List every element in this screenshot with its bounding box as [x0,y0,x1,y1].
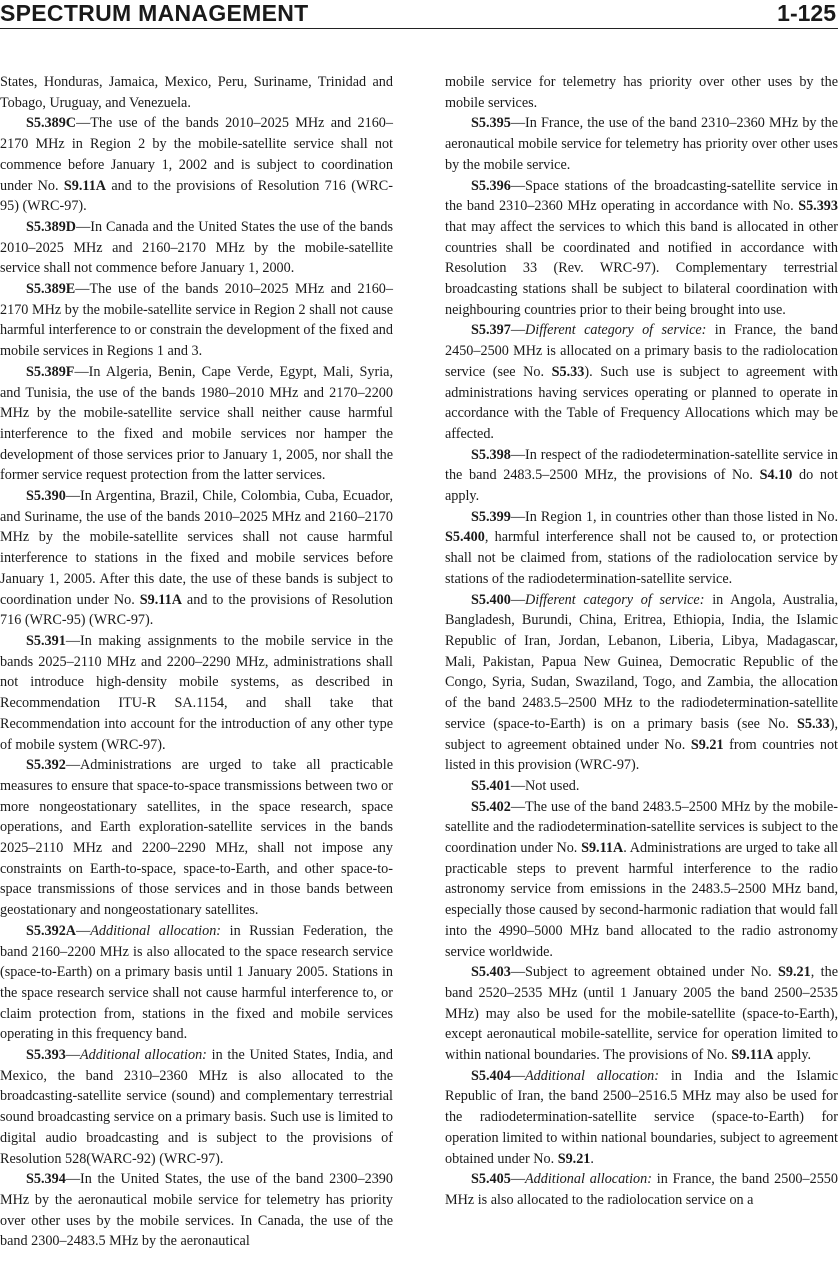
paragraph-text: in France, the band 2450–2500 MHz is allocated on a primary basis to the radiolocation service (see No. [445,322,838,380]
paragraph-text: — [65,1047,80,1064]
provision-id: S5.403 [471,964,511,981]
paragraph-text: in France, the band 2500–2550 MHz is also allocated to the radiolocation service on a [445,1171,838,1208]
allocation-category: Additional allocation: [80,1047,207,1064]
paragraph-s5-399 [445,507,838,590]
left-column [0,72,393,1252]
paragraph-text: — [510,1067,525,1084]
cross-reference: S9.21 [778,964,811,981]
provision-id: S5.401 [471,777,511,794]
provision-id: S5.389E [26,281,76,298]
paragraph-text: in India and the Islamic Republic of Iran, the band 2500–2516.5 MHz may also be used for the radiodetermination-satellite service (space-to-Earth) for operation limited to within national boundaries, subject to agreement obtained under No. [445,1067,838,1167]
paragraph-text: mobile service for telemetry has priority over other uses by the mobile services. [445,74,838,111]
provision-id: S5.399 [471,508,511,525]
paragraph-s5-392a [0,921,393,1045]
cross-reference: S9.21 [690,736,724,753]
paragraph-text: that may affect the services to which this band is allocated in other countries shall be coordinated and notified in accordance with Resolution 33 (Rev. WRC-97). Complementary terrestrial broadcasting stations shall be subject to bilateral coordination with neighbouring countries prior to their being brought into use. [445,218,838,318]
paragraph-text: —Space stations of the broadcasting-satellite service in the band 2310–2360 MHz operating in accordance with No. [445,177,838,215]
provision-id: S5.392 [26,757,66,774]
paragraph-text: —In respect of the radiodetermination-satellite service in the band 2483.5–2500 MHz, the provisions of No. [445,446,838,484]
paragraph-s5-405 [445,1169,838,1210]
paragraph-s5-393 [0,1045,393,1169]
paragraph-s5-400 [445,590,838,776]
allocation-category: Different category of service: [525,322,707,339]
paragraph-text: —Not used. [510,777,580,794]
cross-reference: S5.393 [798,198,838,215]
allocation-category: Different category of service: [525,591,705,608]
paragraph-text: —In Argentina, Brazil, Chile, Colombia, Cuba, Ecuador, and Suriname, the use of the bands 2010–2025 MHz and 2160–2170 MHz by the mobile-satellite services shall not cause harmful interference to stations in the fixed and mobile services before January 1, 2005. After this date, the use of these bands is subject to coordination under No. [0,488,393,608]
paragraph-s5-397 [445,320,838,444]
provision-id: S5.400 [471,591,511,608]
paragraph-s5-403 [445,962,838,1066]
paragraph-text: —In France, the use of the band 2310–2360 MHz by the aeronautical mobile service for telemetry has priority over other uses by the mobile service. [445,115,838,173]
paragraph-s5-391 [0,631,393,755]
paragraph-text: — [510,591,525,608]
paragraph-text: and to the provisions of Resolution 716 (WRC-95) (WRC-97). [0,177,393,215]
paragraph-text: States, Honduras, Jamaica, Mexico, Peru, Suriname, Trinidad and Tobago, Uruguay, and Venezuela. [0,74,393,111]
paragraph-text: — [76,922,91,939]
paragraph-text: —In making assignments to the mobile service in the bands 2025–2110 MHz and 2200–2290 MHz, administrations shall not introduce high-density mobile systems, as described in Recommendation ITU-R SA.1154, and shall take that Recommendation into account for the introduction of any other type of mobile system (WRC-97). [0,632,393,753]
paragraph-text: . Administrations are urged to take all practicable steps to prevent harmful interference to the radio astronomy service from emissions in the 2483.5–2500 MHz band, especially those caused by second-harmonic radiation that would fall into the 4990–5000 MHz band allocated to the radio astronomy service worldwide. [445,840,838,960]
provision-id: S5.404 [471,1067,511,1084]
cross-reference: S9.11A [63,177,107,194]
paragraph-text: , harmful interference shall not be caused to, or protection shall not be claimed from, stations of the radiolocation service by stations of the radiodetermination-satellite service. [445,529,838,587]
paragraph-text: apply. [773,1047,812,1064]
paragraph-text: . [590,1150,594,1167]
paragraph-text: in the United States, India, and Mexico, the band 2310–2360 MHz is also allocated to the broadcasting-satellite service (sound) and complementary terrestrial sound broadcasting service on a primary basis. Such use is limited to digital audio broadcasting and is subject to the provisions of Resolution 528(WARC-92) (WRC-97). [0,1047,393,1167]
paragraph-s5-389e [0,279,393,362]
cross-reference: S5.33 [551,363,585,380]
provision-id: S5.395 [471,115,511,132]
paragraph-s5-389c [0,113,393,217]
provision-id: S5.397 [471,322,511,339]
cross-reference: S9.21 [557,1150,591,1167]
allocation-category: Additional allocation: [525,1067,660,1084]
paragraph-text: —In Algeria, Benin, Cape Verde, Egypt, Mali, Syria, and Tunisia, the use of the bands 1980–2010 MHz and 2170–2200 MHz by the mobile-satellite service shall neither cause harmful interference to the fixed and mobile services nor hamper the development of those services prior to January 1, 2005, nor shall the former service request protection from the latter services. [0,363,393,484]
paragraph-text: —Subject to agreement obtained under No. [510,964,779,981]
section-title: SPECTRUM MANAGEMENT [0,0,309,26]
cross-reference: S4.10 [759,467,793,484]
paragraph-text: —Administrations are urged to take all practicable measures to ensure that space-to-space transmissions between two or more nongeostationary satellites, in the space research, space operations, and Earth exploration-satellite services in the bands 2025–2110 MHz and 2200–2290 MHz, shall not impose any constraints on Earth-to-space, space-to-Earth, and other space-to-space transmissions of those services and in those bands between geostationary and nongeostationary satellites. [0,757,393,919]
paragraph-text: —In Region 1, in countries other than those listed in No. [510,508,838,525]
cross-reference: S9.11A [581,840,624,857]
paragraph-s5-398 [445,445,838,507]
provision-id: S5.405 [471,1171,511,1188]
paragraph-text: from countries not listed in this provision (WRC-97). [445,736,838,774]
right-column [445,72,838,1211]
paragraph-text: ), subject to agreement obtained under No. [445,715,838,753]
page-number: 1-125 [777,0,836,26]
provision-id: S5.390 [26,488,66,505]
provision-id: S5.402 [471,798,511,815]
provision-id: S5.396 [471,177,511,194]
allocation-category: Additional allocation: [525,1171,652,1188]
paragraph-s5-404 [445,1066,838,1170]
paragraph-text: do not apply. [445,467,838,505]
provision-id: S5.393 [26,1047,66,1064]
paragraph-s5-394 [0,1169,393,1252]
provision-id: S5.398 [471,446,511,463]
paragraph-s5-401 [445,776,838,797]
paragraph-text: — [510,1171,525,1188]
cross-reference: S9.11A [731,1047,774,1064]
allocation-category: Additional allocation: [90,922,222,939]
paragraph-s5-390 [0,486,393,631]
provision-id: S5.391 [26,632,66,649]
provision-id: S5.389F [26,363,75,380]
paragraph-text: , the band 2520–2535 MHz (until 1 January 2005 the band 2500–2535 MHz) may also be used for the mobile-satellite (space-to-Earth), except aeronautical mobile-satellite, service for operation limited to within national boundaries. The provisions of No. [445,964,838,1064]
cross-reference: S9.11A [139,591,182,608]
paragraph-s5-389f [0,362,393,486]
paragraph-text: —The use of the bands 2010–2025 MHz and 2160–2170 MHz in Region 2 by the mobile-satellite service shall not commence before January 1, 2002 and is subject to coordination under No. [0,115,393,194]
paragraph-text: —The use of the bands 2010–2025 MHz and 2160–2170 MHz by the mobile-satellite service in Region 2 shall not cause harmful interference to or constrain the development of the fixed and mobile services in Regions 1 and 3. [0,281,393,360]
running-header [0,0,838,29]
provision-id: S5.392A [26,922,77,939]
paragraph-text: in Russian Federation, the band 2160–2200 MHz is also allocated to the space research service (space-to-Earth) on a primary basis until 1 January 2005. Stations in the space research service shall not cause harmful interference to, or claim protection from, stations in the fixed and mobile services operating in this frequency band. [0,922,393,1043]
paragraph-text: —In the United States, the use of the band 2300–2390 MHz by the aeronautical mobile service for telemetry has priority over other uses by the mobile services. In Canada, the use of the band 2300–2483.5 MHz by the aeronautical [0,1171,393,1250]
cross-reference: S5.400 [445,529,485,546]
paragraph-text: —The use of the band 2483.5–2500 MHz by the mobile-satellite and the radiodetermination-satellite services is subject to the coordination under No. [445,798,838,857]
paragraph-text: ). Such use is subject to agreement with administrations having services operating or planned to operate in accordance with the Table of Frequency Allocations which may be affected. [445,363,838,442]
paragraph-s5-395 [445,113,838,175]
paragraph-s5-392 [0,755,393,921]
continued-paragraph [445,72,838,113]
paragraph-text: in Angola, Australia, Bangladesh, Burundi, China, Eritrea, Ethiopia, India, the Islamic Republic of Iran, Jordan, Lebanon, Liberia, Libya, Madagascar, Mali, Pakistan, Papua New Guinea, Democratic Republic of the Congo, Syria, Sudan, Swaziland, Togo, and Zambia, the allocation of the band 2483.5–2500 MHz to the radiodetermination-satellite service (space-to-Earth) is on a primary basis (see No. [445,591,838,732]
paragraph-text: —In Canada and the United States the use of the bands 2010–2025 MHz and 2160–2170 MHz by the mobile-satellite service shall not commence before January 1, 2000. [0,218,393,277]
provision-id: S5.389C [26,115,77,132]
paragraph-s5-402 [445,797,838,963]
paragraph-text: and to the provisions of Resolution 716 (WRC-95) (WRC-97). [0,591,393,629]
paragraph-text: — [510,322,525,339]
paragraph-s5-396 [445,176,838,321]
continued-paragraph [0,72,393,113]
cross-reference: S5.33 [797,715,830,732]
paragraph-s5-389d [0,217,393,279]
provision-id: S5.394 [26,1171,66,1188]
provision-id: S5.389D [26,218,77,235]
